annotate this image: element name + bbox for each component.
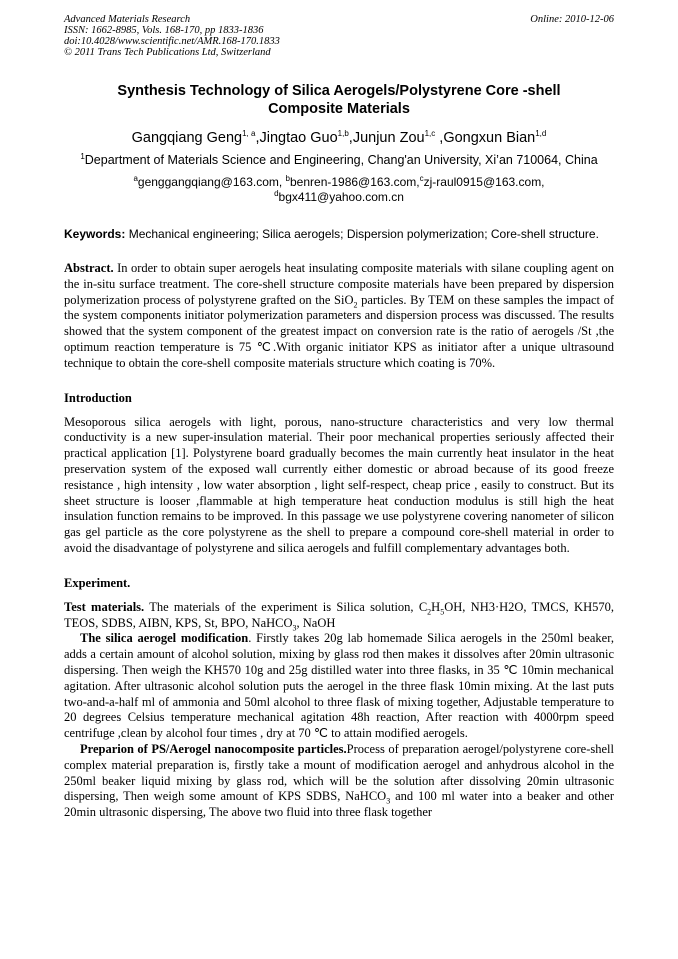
preparation-label: Preparion of PS/Aerogel nanocomposite particles.	[80, 741, 347, 756]
email-address: benren-1986@163.com,	[290, 175, 420, 189]
paragraph-text: , NaOH	[296, 615, 336, 630]
test-materials-paragraph	[64, 600, 614, 632]
test-materials-label: Test materials.	[64, 599, 145, 614]
author-name: Gongxun Bian	[443, 130, 536, 146]
affiliation-text: Department of Materials Science and Engineering, Chang'an University, Xi’an 710064, China	[84, 153, 598, 167]
aerogel-modification-paragraph	[64, 631, 614, 742]
author-name: Jingtao Guo	[259, 130, 338, 146]
author-marker: 1,c	[424, 129, 436, 139]
aerogel-modification-label: The silica aerogel modification	[80, 631, 249, 646]
paragraph-text: and 100 ml water into a beaker and other 20min ultrasonic dispersing, The above two fluid into three flask together	[64, 789, 614, 820]
email-address: bgx411@yahoo.com.cn	[278, 190, 404, 204]
keywords-text: Mechanical engineering; Silica aerogels; Dispersion polymerization; Core-shell structure.	[125, 227, 599, 241]
email-address: genggangqiang@163.com,	[137, 175, 286, 189]
section-heading-experiment: Experiment.	[64, 575, 131, 590]
abstract-text: In order to obtain super aerogels heat insulating composite materials with silane coupling agent on the in-situ surface treatment. The core-shell structure composite materials have been prepared by dispersion polymerization process of polystyrene grafted on the SiO	[64, 261, 614, 307]
author-name: Junjun Zou	[352, 130, 425, 146]
paragraph-text: H	[431, 599, 441, 614]
email-marker: a	[133, 174, 138, 183]
paragraph-text: Process of preparation aerogel/polystyrene core-shell complex material preparation is, firstly take a mount of modification aerogel and anhydrous alcohol in the 250ml beaker liquid mixing by glass rod, which will be the solution after dissolving 20min ultrasonic dispersing, Then weigh some amount of KPS SDBS, NaHCO	[64, 741, 614, 804]
keywords	[64, 227, 614, 242]
online-date: Online: 2010-12-06	[530, 14, 614, 25]
email-marker: c	[419, 174, 424, 183]
paragraph-text: OH, NH3·H2O, TMCS, KH570, TEOS, SDBS, AIBN, KPS, St, BPO, NaHCO	[64, 599, 614, 630]
paper-title: Synthesis Technology of Silica Aerogels/Polystyrene Core -shell Composite Materials	[117, 83, 561, 117]
email-list	[64, 175, 614, 205]
author-name: Gangqiang Geng	[131, 130, 243, 146]
abstract	[64, 261, 614, 372]
affiliation-marker: 1	[80, 151, 85, 161]
abstract-label: Abstract.	[64, 261, 114, 275]
paragraph-text: The materials of the experiment is Silica solution, C	[144, 599, 428, 614]
journal-name: Advanced Materials Research	[64, 14, 191, 25]
section-heading-introduction: Introduction	[64, 390, 132, 405]
issn-line: ISSN: 1662-8985, Vols. 168-170, pp 1833-1836	[64, 25, 264, 36]
author-marker: 1,d	[535, 129, 547, 139]
subscript: 5	[440, 607, 445, 617]
copyright-line: © 2011 Trans Tech Publications Ltd, Switzerland	[64, 47, 271, 58]
email-marker: d	[274, 189, 279, 198]
subscript: 3	[292, 623, 297, 633]
journal-header	[64, 14, 614, 66]
subscript: 2	[353, 300, 358, 310]
keywords-label: Keywords:	[64, 227, 126, 241]
abstract-text-cont: particles. By TEM on these samples the impact of the system components initiator polymerization parameters and dispersion process was discussed. The results showed that the system component of the greatest impact on conversion rate is the ratio of aerogels /St ,the optimum reaction temperature is 75 ℃.With organic initiator KPS as initiator after a unique ultrasound technique to obtain the core-shell composite materials structure which coating is 70%.	[64, 292, 614, 370]
email-marker: b	[285, 174, 290, 183]
author-list	[64, 129, 614, 147]
doi-line: doi:10.4028/www.scientific.net/AMR.168-170.1833	[64, 36, 280, 47]
subscript: 2	[427, 607, 432, 617]
paragraph-text: . Firstly takes 20g lab homemade Silica aerogels in the 250ml beaker, adds a certain amount of alcohol solution, mixing by glass rod then makes it dissolves after 20min ultrasonic dispersing. Then weigh the KH570 10g and 25g distilled water into three flasks, in 35 ℃ 10min mechanical agitation. After ultrasonic alcohol solution puts the aerogel in the three flask 10min mixing. At the last puts two-and-a-half ml of ammonia and 50ml alcohol to three flask of mixing together, Adjustable temperature to 20 degrees Celsius temperature mechanical agitation 48h reaction, After reaction with 4000rpm speed centrifuge ,clean by alcohol four times , dry at 70 ℃ to attain modified aerogels.	[64, 631, 614, 741]
paper-page	[64, 14, 614, 821]
author-marker: 1,b	[337, 129, 349, 139]
email-address: zj-raul0915@163.com,	[423, 175, 545, 189]
subscript: 3	[386, 796, 391, 806]
affiliation	[64, 152, 614, 168]
author-marker: 1, a	[242, 129, 256, 139]
preparation-paragraph	[64, 742, 614, 821]
author-separator: ,	[348, 130, 353, 146]
introduction-paragraph: Mesoporous silica aerogels with light, porous, nano-structure characteristics and very low thermal conductivity is a new super-insulation material. Their poor mechanical properties seriously affected their practical application [1]. Polystyrene board gradually becomes the main currently heat insulator in the heat preservation system of the exposed wall currently either domestic or abroad because of its good freeze resistance , high intensity , low water absorption , light self-respect, cheap price , easily to construct. But its sheet structure is looser ,flammable at high temperature heat conduction modulus is still high the heat insulation function remains to be improved. In this passage we use polystyrene covering nanometer of silicon gas gel particle as the core polystyrene as the shell to prepare a compound core-shell material in order to avoid the disadvantage of polystyrene and silica aerogels and fulfill complementary advantages both.	[64, 414, 614, 555]
author-separator: ,	[255, 130, 260, 146]
author-separator: ,	[435, 130, 444, 146]
